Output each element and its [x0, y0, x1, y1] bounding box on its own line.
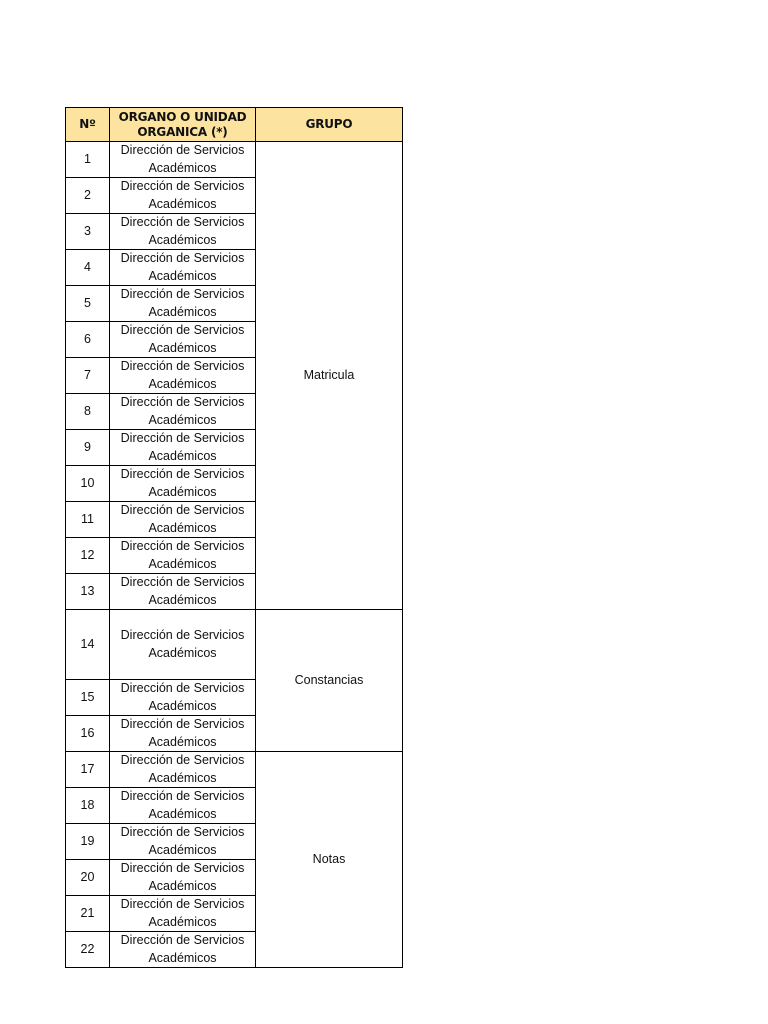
- row-organ: [110, 394, 256, 430]
- row-organ: [110, 538, 256, 574]
- row-organ: [110, 142, 256, 178]
- row-organ: [110, 214, 256, 250]
- header-row: [66, 108, 403, 142]
- row-organ-text: Dirección de Servicios Académicos: [120, 359, 245, 391]
- row-organ: [110, 430, 256, 466]
- row-organ: [110, 788, 256, 824]
- row-number: 18: [66, 788, 110, 824]
- row-organ-text: Dirección de Servicios Académicos: [120, 395, 245, 427]
- row-number: 1: [66, 142, 110, 178]
- row-organ: [110, 824, 256, 860]
- row-organ: [110, 322, 256, 358]
- row-number: 17: [66, 752, 110, 788]
- row-organ-text: Dirección de Servicios Académicos: [120, 933, 245, 965]
- row-number: 7: [66, 358, 110, 394]
- row-number: 9: [66, 430, 110, 466]
- header-group: GRUPO: [256, 108, 403, 142]
- row-number: 22: [66, 932, 110, 968]
- row-number: 11: [66, 502, 110, 538]
- row-organ-text: Dirección de Servicios Académicos: [120, 431, 245, 463]
- row-number: 21: [66, 896, 110, 932]
- row-number: 20: [66, 860, 110, 896]
- row-organ: [110, 932, 256, 968]
- row-organ: [110, 502, 256, 538]
- row-organ: [110, 358, 256, 394]
- table-row: [66, 142, 403, 178]
- row-organ-text: Dirección de Servicios Académicos: [120, 717, 245, 749]
- row-number: 10: [66, 466, 110, 502]
- row-organ: [110, 178, 256, 214]
- table-row: [66, 610, 403, 680]
- row-organ-text: Dirección de Servicios Académicos: [120, 825, 245, 857]
- row-organ: [110, 466, 256, 502]
- row-organ: [110, 574, 256, 610]
- row-number: 13: [66, 574, 110, 610]
- group-cell-notas: Notas: [256, 752, 403, 968]
- row-organ: [110, 716, 256, 752]
- row-organ: [110, 896, 256, 932]
- row-number: 5: [66, 286, 110, 322]
- row-number: 2: [66, 178, 110, 214]
- row-organ-text: Dirección de Servicios Académicos: [120, 143, 245, 175]
- services-table: [65, 107, 403, 968]
- row-organ-text: Dirección de Servicios Académicos: [120, 503, 245, 535]
- row-number: 4: [66, 250, 110, 286]
- group-cell-constancias: Constancias: [256, 610, 403, 752]
- row-organ: [110, 250, 256, 286]
- row-organ-text: Dirección de Servicios Académicos: [120, 628, 245, 660]
- row-organ: [110, 860, 256, 896]
- row-organ: [110, 286, 256, 322]
- header-number: Nº: [66, 108, 110, 142]
- row-organ: [110, 752, 256, 788]
- row-number: 16: [66, 716, 110, 752]
- row-organ-text: Dirección de Servicios Académicos: [120, 467, 245, 499]
- header-organ: ORGANO O UNIDAD ORGANICA (*): [110, 108, 256, 142]
- row-organ: [110, 680, 256, 716]
- row-organ-text: Dirección de Servicios Académicos: [120, 323, 245, 355]
- row-organ-text: Dirección de Servicios Académicos: [120, 287, 245, 319]
- row-organ-text: Dirección de Servicios Académicos: [120, 179, 245, 211]
- row-organ-text: Dirección de Servicios Académicos: [120, 539, 245, 571]
- row-organ-text: Dirección de Servicios Académicos: [120, 897, 245, 929]
- row-number: 8: [66, 394, 110, 430]
- row-organ-text: Dirección de Servicios Académicos: [120, 789, 245, 821]
- row-organ-text: Dirección de Servicios Académicos: [120, 753, 245, 785]
- row-number: 3: [66, 214, 110, 250]
- row-organ-text: Dirección de Servicios Académicos: [120, 861, 245, 893]
- row-number: 6: [66, 322, 110, 358]
- row-organ-text: Dirección de Servicios Académicos: [120, 251, 245, 283]
- row-organ-text: Dirección de Servicios Académicos: [120, 681, 245, 713]
- row-number: 14: [66, 610, 110, 680]
- row-organ-text: Dirección de Servicios Académicos: [120, 215, 245, 247]
- row-organ-text: Dirección de Servicios Académicos: [120, 575, 245, 607]
- row-number: 15: [66, 680, 110, 716]
- row-organ: [110, 610, 256, 680]
- row-number: 19: [66, 824, 110, 860]
- group-cell-matricula: Matricula: [256, 142, 403, 610]
- table-row: [66, 752, 403, 788]
- row-number: 12: [66, 538, 110, 574]
